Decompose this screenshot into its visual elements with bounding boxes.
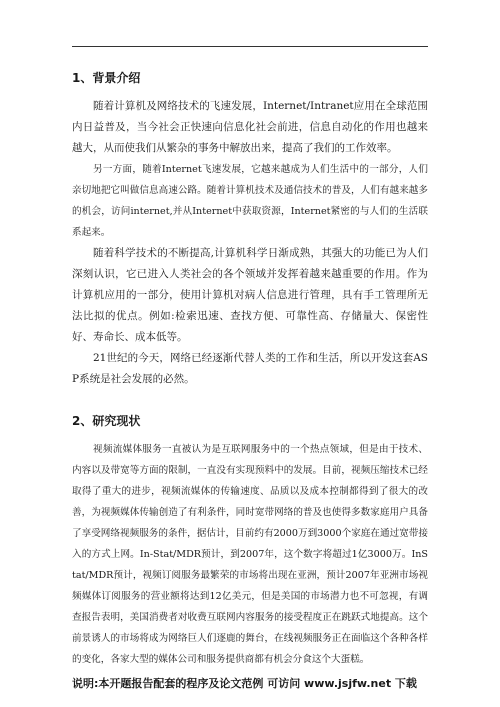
section-gap — [72, 390, 428, 405]
paragraph-background-1: 随着计算机及网络技术的飞速发展，Internet/Intranet应用在全球范围内日益普及，当今社会正快速向信息化社会前进，信息自动化的作用也越来越大，从而使我们从繁杂的事务中解放出来，提高了我们的工作效率。 — [72, 100, 428, 154]
document-body — [72, 62, 428, 670]
section-heading-research-status: 2、研究现状 — [72, 414, 141, 428]
section-heading-background: 1、背景介绍 — [72, 71, 141, 85]
paragraph-background-4: 21世纪的今天，网络已经逐渐代替人类的工作和生活，所以开发这套ASP系统是社会发展的必然。 — [72, 352, 428, 385]
paragraph-background-2: 另一方面，随着Internet飞速发展，它越来越成为人们生活中的一部分，人们亲切地把它叫做信息高速公路。随着计算机技术及通信技术的普及，人们有越来越多的机会，访问internet,并从Internet中获取资源，Internet紧密的与人们的生活联系起来。 — [72, 164, 428, 238]
paragraph-background-3: 随着科学技术的不断提高,计算机科学日渐成熟，其强大的功能已为人们深刻认识，它已进入人类社会的各个领域并发挥着越来越重要的作用。作为计算机应用的一部分，使用计算机对病人信息进行管理，具有手工管理所无法比拟的优点。例如:检索迅速、查找方便、可靠性高、存储量大、保密性好、寿命长、成本低等。 — [72, 247, 428, 343]
header-rule — [72, 46, 428, 47]
footer-note: 说明:本开题报告配套的程序及论文范例 可访问 www.jsjfw.net 下载 — [72, 677, 417, 690]
paragraph-research-status: 视频流媒体服务一直被认为是互联网服务中的一个热点领域，但是由于技术、内容以及带宽等方面的限制，一直没有实现预料中的发展。目前，视频压缩技术已经取得了重大的进步，视频流媒体的传输速度、品质以及成本控制都得到了很大的改善，为视频媒体传输创造了有利条件，同时宽带网络的普及也使得多数家庭用户具备了享受网络视频服务的条件，据估计，目前约有2000万到3000个家庭在通过宽带接入的方式上网。In-Stat/MDR预计，到2007年，这个数字将超过1亿3000万。InStat/MDR预计，视频订阅服务最繁荣的市场将出现在亚洲，预计2007年亚洲市场视频媒体订阅服务的营业额将达到12亿美元，但是美国的市场潜力也不可忽视，有调查报告表明，美国消费者对收费互联网内容服务的接受程度正在跳跃式地提高。这个前景诱人的市场将成为网络巨人们逐鹿的舞台，在线视频服务正在面临这个各种各样的变化，各家大型的媒体公司和服务提供商都有机会分食这个大蛋糕。 — [72, 444, 428, 665]
